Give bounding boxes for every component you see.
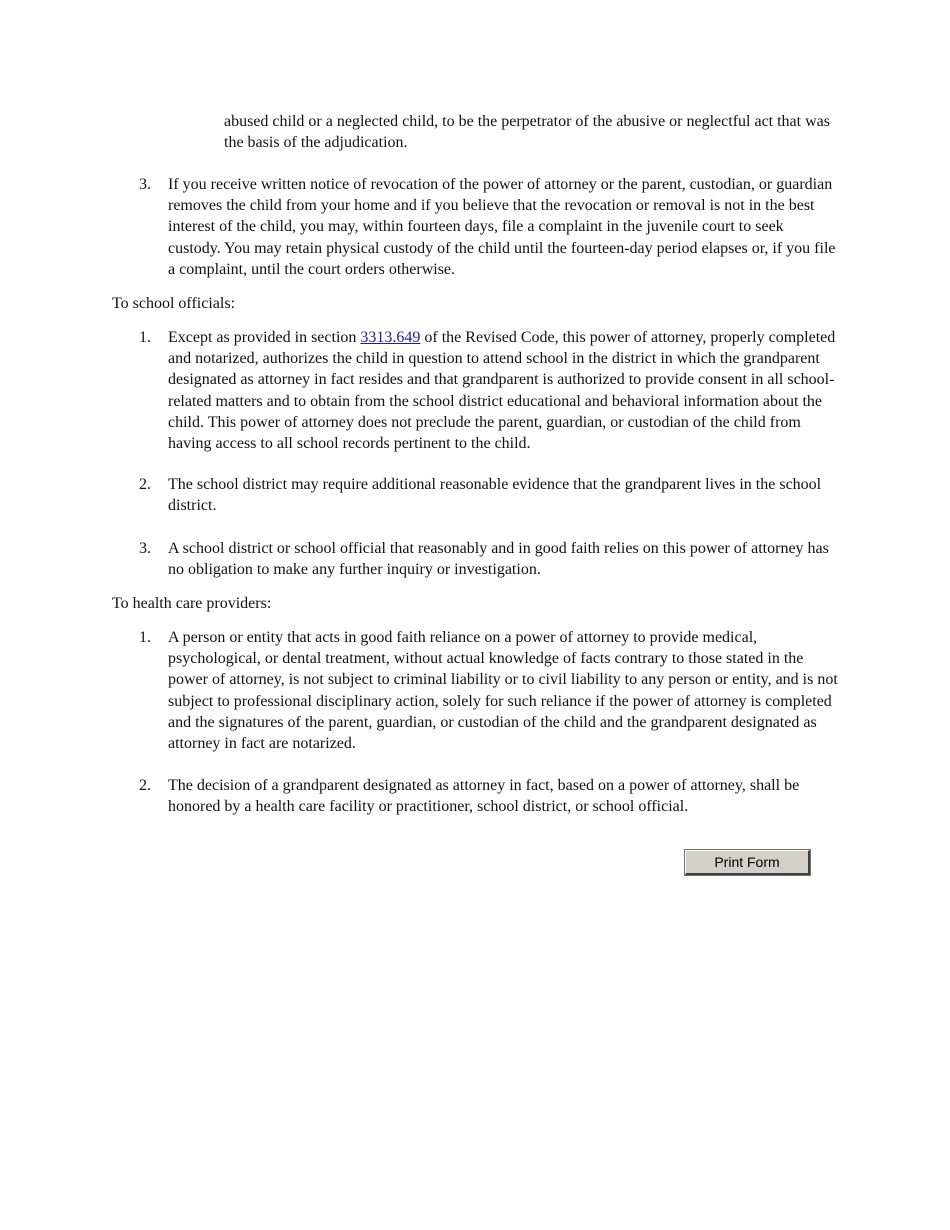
- school-list-item-1: [112, 327, 840, 454]
- school-list-item-3: [112, 538, 840, 580]
- list-item-text: [168, 327, 840, 454]
- health-list-item-1: [112, 627, 840, 754]
- list-item-text: A school district or school official that reasonably and in good faith relies on this power of attorney has no obligation to make any further inquiry or investigation.: [168, 540, 829, 579]
- text-after-link: of the Revised Code, this power of attorney, properly completed and notarized, authorizes the child in question to attend school in the district in which the grandparent designated as attorney in fact resides and that grandparent is authorized to provide consent in all school-related matters and to obtain from the school district educational and behavioral information about the child. This power of attorney does not preclude the parent, guardian, or custodian of the child from having access to all school records pertinent to the child.: [168, 329, 836, 453]
- list-number: 1.: [139, 629, 151, 646]
- continuation-paragraph: abused child or a neglected child, to be the perpetrator of the abusive or neglectful act that was the basis of the adjudication.: [224, 113, 830, 152]
- list-item-text: If you receive written notice of revocation of the power of attorney or the parent, custodian, or guardian removes the child from your home and if you believe that the revocation or removal is not in the best interest of the child, you may, within fourteen days, file a complaint in the juvenile court to seek custody. You may retain physical custody of the child until the fourteen-day period elapses or, if you file a complaint, until the court orders otherwise.: [168, 176, 836, 278]
- health-list-item-2: [112, 775, 840, 817]
- list-item-text: The school district may require additional reasonable evidence that the grandparent lives in the school district.: [168, 476, 822, 515]
- list-item-text: The decision of a grandparent designated as attorney in fact, based on a power of attorney, shall be honored by a health care facility or practitioner, school district, or school official.: [168, 777, 800, 816]
- list-number: 3.: [139, 176, 151, 193]
- list-number: 2.: [139, 777, 151, 794]
- health-care-heading: To health care providers:: [112, 595, 272, 612]
- list-item-text: A person or entity that acts in good faith reliance on a power of attorney to provide medical, psychological, or dental treatment, without actual knowledge of facts contrary to those stated in the power of attorney, is not subject to criminal liability or to civil liability to any person or entity, and is not subject to professional disciplinary action, solely for such reliance if the power of attorney is completed and the signatures of the parent, guardian, or custodian of the child and the grandparent designated as attorney in fact are notarized.: [168, 629, 838, 753]
- section-3313-649-link[interactable]: 3313.649: [360, 329, 421, 346]
- text-before-link: Except as provided in section: [168, 329, 361, 346]
- school-officials-heading: To school officials:: [112, 295, 236, 312]
- school-list-item-2: [112, 474, 840, 516]
- list-number: 1.: [139, 329, 151, 346]
- list-number: 3.: [139, 540, 151, 557]
- list-number: 2.: [139, 476, 151, 493]
- print-form-button[interactable]: Print Form: [685, 850, 810, 875]
- revocation-list-item: [112, 174, 840, 280]
